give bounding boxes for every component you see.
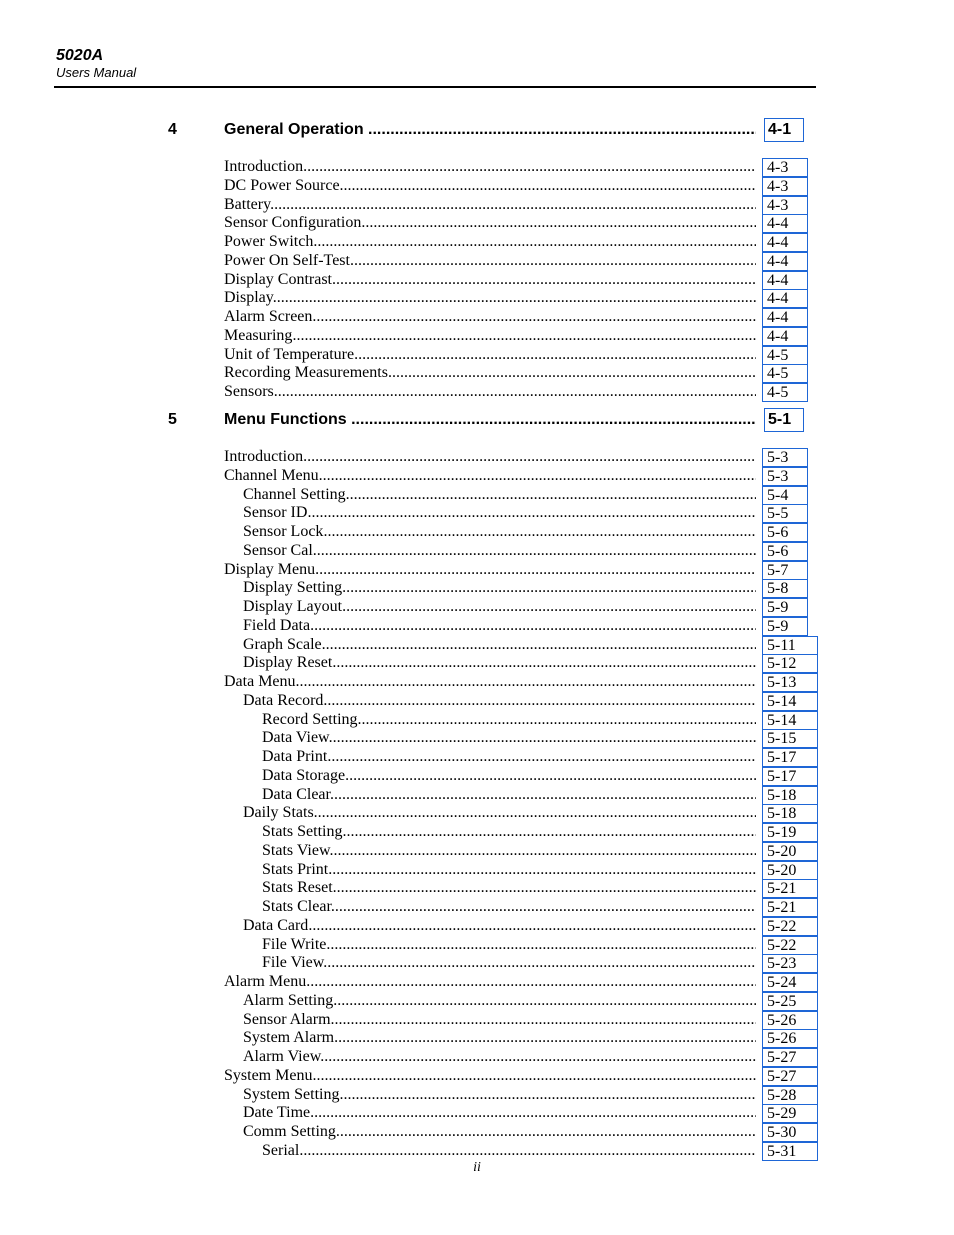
page-number: ii [473, 1160, 481, 1175]
toc-page-link[interactable]: 5-17 [762, 767, 818, 786]
header-rule [54, 86, 816, 88]
toc-entry-title: Measuring ..... [224, 327, 756, 345]
toc-entry-title: Data Record ..... [243, 692, 756, 710]
toc-entry[interactable] [0, 364, 954, 383]
toc-entry[interactable] [0, 523, 954, 542]
chapter-heading[interactable] [0, 118, 954, 142]
toc-entry-title: Stats Print ..... [262, 861, 756, 879]
toc-page-link[interactable]: 5-11 [762, 636, 818, 655]
toc-entry-title: Date Time ..... [243, 1104, 756, 1122]
toc-page-link[interactable]: 5-20 [762, 861, 818, 880]
toc-page-link[interactable]: 5-8 [762, 579, 808, 598]
toc-entry[interactable] [0, 467, 954, 486]
toc-page-link[interactable]: 4-3 [762, 196, 808, 215]
toc-page-link[interactable]: 5-4 [762, 486, 808, 505]
toc-entry[interactable] [0, 504, 954, 523]
toc-entry-title: Stats Setting ..... [262, 823, 756, 841]
toc-entry-title: Graph Scale ..... [243, 636, 756, 654]
toc-page-link[interactable]: 5-17 [762, 748, 818, 767]
toc-entry-title: Serial ..... [262, 1142, 756, 1160]
toc-entry[interactable] [0, 992, 954, 1011]
toc-page-link[interactable]: 5-14 [762, 711, 818, 730]
chapter-page-link[interactable]: 4-1 [764, 118, 804, 142]
toc-entry[interactable] [0, 823, 954, 842]
toc-entry[interactable] [0, 1048, 954, 1067]
toc-entry[interactable] [0, 617, 954, 636]
toc-entry-title: Stats View ..... [262, 842, 756, 860]
toc-entry-title: Sensor Alarm ..... [243, 1011, 756, 1029]
toc-entry[interactable] [0, 861, 954, 880]
toc-entry-title: Recording Measurements ..... [224, 364, 756, 382]
toc-entry-title: Data Menu ..... [224, 673, 756, 691]
toc-entry-title: Power On Self-Test ..... [224, 252, 756, 270]
toc-entry-title: Display Setting ..... [243, 579, 756, 597]
toc-entry[interactable] [0, 673, 954, 692]
toc-entry-title: Field Data ..... [243, 617, 756, 635]
toc-entry-title: Sensors ..... [224, 383, 756, 401]
toc-page-link[interactable]: 5-30 [762, 1123, 818, 1142]
toc-page-link[interactable]: 5-29 [762, 1104, 818, 1123]
toc-entry-title: Comm Setting ..... [243, 1123, 756, 1141]
toc-entry-title: Display Menu ..... [224, 561, 756, 579]
toc-entry-title: Daily Stats ..... [243, 804, 756, 822]
toc-entry[interactable] [0, 327, 954, 346]
toc-entry[interactable] [0, 973, 954, 992]
toc-page-link[interactable]: 5-18 [762, 786, 818, 805]
toc-page-link[interactable]: 5-15 [762, 729, 818, 748]
toc-entry[interactable] [0, 692, 954, 711]
toc-page-link[interactable]: 5-20 [762, 842, 818, 861]
toc-page-link[interactable]: 5-21 [762, 879, 818, 898]
toc-entry[interactable] [0, 654, 954, 673]
toc-entry[interactable] [0, 252, 954, 271]
toc-page-link[interactable]: 5-12 [762, 654, 818, 673]
toc-entry[interactable] [0, 214, 954, 233]
toc-entry-title: Data Print ..... [262, 748, 756, 766]
toc-entry-title: Alarm View ..... [243, 1048, 756, 1066]
toc-page-link[interactable]: 5-6 [762, 523, 808, 542]
toc-entry-title: Battery ..... [224, 196, 756, 214]
toc-entry[interactable] [0, 1123, 954, 1142]
toc-page-link[interactable]: 4-4 [762, 252, 808, 271]
toc-entry[interactable] [0, 233, 954, 252]
toc-entry[interactable] [0, 271, 954, 290]
toc-page-link[interactable]: 5-27 [762, 1048, 818, 1067]
toc-entry-title: Data Storage ..... [262, 767, 756, 785]
toc-entry[interactable] [0, 542, 954, 561]
toc-page-link[interactable]: 5-22 [762, 917, 818, 936]
toc-page-link[interactable]: 5-13 [762, 673, 818, 692]
toc-entry-title: Introduction ..... [224, 158, 756, 176]
toc-page-link[interactable]: 4-3 [762, 177, 808, 196]
toc-entry[interactable] [0, 177, 954, 196]
toc-entry[interactable] [0, 1086, 954, 1105]
toc-entry[interactable] [0, 767, 954, 786]
toc-entry-title: Unit of Temperature ..... [224, 346, 756, 364]
toc-entry-title: Data Clear ..... [262, 786, 756, 804]
toc-entry[interactable] [0, 898, 954, 917]
toc-entry-title: System Setting ..... [243, 1086, 756, 1104]
toc-entry[interactable] [0, 308, 954, 327]
toc-page-link[interactable]: 4-4 [762, 327, 808, 346]
toc-entry[interactable] [0, 842, 954, 861]
toc-page-link[interactable]: 5-27 [762, 1067, 818, 1086]
toc-entry-title: Data Card ..... [243, 917, 756, 935]
chapter-page-link[interactable]: 5-1 [764, 408, 804, 432]
toc-entry[interactable] [0, 598, 954, 617]
toc-entry[interactable] [0, 448, 954, 467]
toc-entry[interactable] [0, 936, 954, 955]
toc-entry-title: Display Layout ..... [243, 598, 756, 616]
toc-entry-title: File Write ..... [262, 936, 756, 954]
toc-entry[interactable] [0, 748, 954, 767]
toc-page-link[interactable]: 5-22 [762, 936, 818, 955]
toc-entry-title: Power Switch ..... [224, 233, 756, 251]
toc-entry[interactable] [0, 786, 954, 805]
toc-entry[interactable] [0, 383, 954, 402]
toc-entry-title: Stats Clear ..... [262, 898, 756, 916]
document-title: 5020A [56, 47, 104, 64]
toc-entry[interactable] [0, 1029, 954, 1048]
toc-entry[interactable] [0, 561, 954, 580]
chapter-title: General Operation ..... [224, 121, 756, 139]
document-subtitle: Users Manual [56, 65, 137, 80]
toc-entry-title: Channel Setting ..... [243, 486, 756, 504]
toc-entry[interactable] [0, 879, 954, 898]
toc-page-link[interactable]: 4-5 [762, 383, 808, 402]
toc-entry[interactable] [0, 158, 954, 177]
toc-entry[interactable] [0, 346, 954, 365]
toc-entry[interactable] [0, 1142, 954, 1161]
toc-page-link[interactable]: 5-9 [762, 598, 808, 617]
toc-entry[interactable] [0, 804, 954, 823]
toc-entry-title: Sensor Cal ..... [243, 542, 756, 560]
toc-entry-title: File View ..... [262, 954, 756, 972]
toc-entry[interactable] [0, 579, 954, 598]
toc-page-link[interactable]: 5-6 [762, 542, 808, 561]
toc-page-link[interactable]: 5-26 [762, 1029, 818, 1048]
toc-entry[interactable] [0, 1011, 954, 1030]
chapter-number: 5 [168, 411, 177, 428]
toc-entry[interactable] [0, 1067, 954, 1086]
toc-entry[interactable] [0, 954, 954, 973]
toc-entry[interactable] [0, 636, 954, 655]
toc-page-link[interactable]: 5-3 [762, 448, 808, 467]
toc-page-link[interactable]: 5-28 [762, 1086, 818, 1105]
chapter-number: 4 [168, 121, 177, 138]
toc-entry-title: Sensor ID ..... [243, 504, 756, 522]
toc-page-link[interactable]: 5-19 [762, 823, 818, 842]
toc-entry-title: Display Contrast ..... [224, 271, 756, 289]
toc-page-link[interactable]: 4-3 [762, 158, 808, 177]
toc-entry-title: Display Reset ..... [243, 654, 756, 672]
toc-entry-title: Alarm Setting ..... [243, 992, 756, 1010]
toc-entry-title: Sensor Configuration ..... [224, 214, 756, 232]
toc-entry-title: Alarm Screen ..... [224, 308, 756, 326]
toc-entry-title: Stats Reset ..... [262, 879, 756, 897]
toc-page-link[interactable]: 4-4 [762, 271, 808, 290]
toc-entry[interactable] [0, 917, 954, 936]
chapter-heading[interactable] [0, 408, 954, 432]
toc-page-link[interactable]: 5-26 [762, 1011, 818, 1030]
toc-entry-title: System Alarm ..... [243, 1029, 756, 1047]
toc-page-link[interactable]: 5-31 [762, 1142, 818, 1161]
toc-page-link[interactable]: 5-25 [762, 992, 818, 1011]
toc-page-link[interactable]: 5-5 [762, 504, 808, 523]
toc-entry-title: Channel Menu ..... [224, 467, 756, 485]
toc-entry[interactable] [0, 1104, 954, 1123]
toc-entry-title: Alarm Menu ..... [224, 973, 756, 991]
toc-entry-title: Display ..... [224, 289, 756, 307]
toc-entry-title: Introduction ..... [224, 448, 756, 466]
toc-page-link[interactable]: 5-21 [762, 898, 818, 917]
toc-entry[interactable] [0, 711, 954, 730]
toc-entry-title: System Menu ..... [224, 1067, 756, 1085]
toc-page-link[interactable]: 4-4 [762, 233, 808, 252]
toc-entry[interactable] [0, 486, 954, 505]
toc-page-link[interactable]: 4-4 [762, 308, 808, 327]
toc-page-link[interactable]: 4-5 [762, 364, 808, 383]
toc-page-link[interactable]: 5-3 [762, 467, 808, 486]
toc-page-link[interactable]: 5-18 [762, 804, 818, 823]
toc-entry[interactable] [0, 289, 954, 308]
toc-entry-title: Record Setting ..... [262, 711, 756, 729]
toc-page-link[interactable]: 4-4 [762, 214, 808, 233]
toc-page-link[interactable]: 5-24 [762, 973, 818, 992]
toc-entry[interactable] [0, 196, 954, 215]
toc-entry-title: Data View ..... [262, 729, 756, 747]
toc-entry[interactable] [0, 729, 954, 748]
toc-page-link[interactable]: 5-9 [762, 617, 808, 636]
toc-page-link[interactable]: 5-14 [762, 692, 818, 711]
toc-page-link[interactable]: 4-4 [762, 289, 808, 308]
running-header [56, 46, 136, 80]
chapter-title: Menu Functions ..... [224, 411, 756, 429]
toc-page-link[interactable]: 5-23 [762, 954, 818, 973]
toc-entry-title: DC Power Source ..... [224, 177, 756, 195]
toc-entry-title: Sensor Lock ..... [243, 523, 756, 541]
toc-page-link[interactable]: 4-5 [762, 346, 808, 365]
toc-page-link[interactable]: 5-7 [762, 561, 808, 580]
